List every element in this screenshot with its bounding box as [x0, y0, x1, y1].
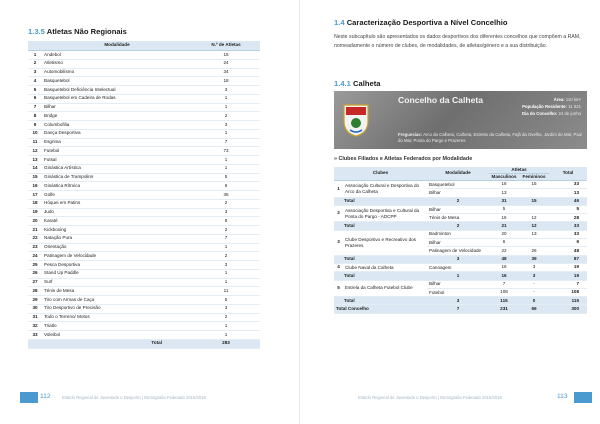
row-number: 23: [28, 243, 42, 252]
club-number: 4: [334, 263, 343, 271]
clubs-table: [334, 167, 587, 314]
area-stat: [554, 97, 581, 102]
row-count: 1: [192, 278, 260, 287]
header-femininos: Femininos: [519, 174, 549, 181]
group-total-clubs: 3: [427, 255, 489, 263]
table-row: [28, 121, 260, 130]
row-modality: Triatlo: [42, 322, 192, 331]
group-total-label: Total: [334, 272, 427, 280]
clubs-table-title: » Clubes Filiados e Atletas Federados por Modalidade: [334, 156, 473, 162]
row-modality: Basquetebol em Cadeira de Rodas: [42, 94, 192, 103]
clubs-table-body: [334, 181, 587, 305]
row-count: 2: [192, 226, 260, 235]
header-modality: Modalidade: [42, 41, 192, 51]
row-count: 1: [192, 243, 260, 252]
row-number: 22: [28, 234, 42, 243]
row-number: 15: [28, 173, 42, 182]
table-row: [28, 261, 260, 270]
row-modality: Tiro Desportivo de Precisão: [42, 304, 192, 313]
row-count: 18: [192, 77, 260, 86]
group-total-masc: 21: [489, 222, 519, 230]
table-row: [28, 138, 260, 147]
row-number: 20: [28, 217, 42, 226]
grand-total-masc: 231: [489, 305, 519, 313]
row-count: 2: [192, 112, 260, 121]
subsection-number: 1.4.1: [334, 79, 351, 88]
row-number: 30: [28, 304, 42, 313]
table-row: [28, 217, 260, 226]
table-row: [28, 287, 260, 296]
table-row: [334, 181, 587, 189]
row-modality: Hóquei em Patins: [42, 199, 192, 208]
masc-cell: 6: [489, 239, 519, 247]
group-total-value: 87: [549, 255, 587, 263]
athletes-table: [28, 41, 260, 349]
row-count: 15: [192, 51, 260, 60]
row-count: 2: [192, 252, 260, 261]
total-cell: 7: [549, 280, 587, 288]
grand-total-label: Total Concelho: [334, 305, 427, 313]
row-count: 7: [192, 234, 260, 243]
table-row: [28, 59, 260, 68]
fem-cell: -: [519, 288, 549, 296]
table-row: [334, 263, 587, 271]
club-name: Associação Desportiva e Cultural da Ponta do Pargo - ADCPP: [343, 205, 427, 222]
modality-cell: Ténis de Mesa: [427, 214, 489, 222]
table-row: [28, 147, 260, 156]
table-row: [28, 103, 260, 112]
row-modality: Ténis de Mesa: [42, 287, 192, 296]
row-number: 2: [28, 59, 42, 68]
header-modalidade: Modalidade: [427, 167, 489, 181]
row-number: 9: [28, 121, 42, 130]
fem-cell: -: [519, 280, 549, 288]
group-total-masc: 48: [489, 255, 519, 263]
page-number-box: [20, 392, 38, 403]
row-modality: Basquetebol Deficiência Intelectual: [42, 86, 192, 95]
table-row: [28, 112, 260, 121]
intro-paragraph: Neste subcapítulo são apresentados os dados desportivos dos diferentes concelhos que compõem a RAM, nomeadamente o número de clubes, de modalidades, de atletas/género e a sua distribuição.: [334, 34, 581, 49]
row-count: 1: [192, 129, 260, 138]
row-modality: Surf: [42, 278, 192, 287]
table-row: [28, 94, 260, 103]
page-number-right: 113: [557, 393, 568, 400]
section-number: 1.4: [334, 18, 345, 27]
freguesias-list: Arco da Calheta, Calheta, Estreito da Calheta, Fajã da Ovelha, Jardim do Mar, Paul do Mar, Ponta do Pargo e Prazeres: [398, 132, 583, 143]
table-row: [334, 205, 587, 213]
row-number: 17: [28, 191, 42, 200]
row-modality: Todo o Terreno/ Motos: [42, 313, 192, 322]
panel-title: Concelho da Calheta: [398, 95, 483, 105]
masc-cell: 13: [489, 189, 519, 197]
table-row: [28, 68, 260, 77]
fem-cell: 26: [519, 247, 549, 255]
group-total-fem: 12: [519, 222, 549, 230]
table-row: [28, 164, 260, 173]
table-row: [28, 77, 260, 86]
table-row: [28, 86, 260, 95]
row-modality: Ginástica Rítmica: [42, 182, 192, 191]
row-count: 6: [192, 182, 260, 191]
row-number: 29: [28, 296, 42, 305]
row-modality: Andebol: [42, 51, 192, 60]
group-total-clubs: 1: [427, 272, 489, 280]
row-count: 3: [192, 121, 260, 130]
group-total-value: 115: [549, 297, 587, 305]
club-name: Estrela da Calheta Futebol Clube: [343, 280, 427, 297]
table-row: [28, 199, 260, 208]
row-count: 2: [192, 199, 260, 208]
group-total-label: Total: [334, 222, 427, 230]
row-modality: Golfe: [42, 191, 192, 200]
table-row: [28, 156, 260, 165]
freguesias-label: Freguesias:: [398, 132, 423, 137]
total-cell: 48: [549, 247, 587, 255]
row-number: 3: [28, 68, 42, 77]
row-modality: Basquetebol: [42, 77, 192, 86]
population-label: População Residente:: [522, 104, 567, 109]
total-cell: 33: [549, 181, 587, 189]
table-row: [28, 226, 260, 235]
header-clubes: Clubes: [334, 167, 427, 181]
row-count: 1: [192, 103, 260, 112]
masc-cell: 20: [489, 230, 519, 238]
group-total-fem: 3: [519, 272, 549, 280]
header-total: Total: [549, 167, 587, 181]
row-modality: Esgrima: [42, 138, 192, 147]
table-row: [28, 269, 260, 278]
row-number: 14: [28, 164, 42, 173]
group-total-masc: 115: [489, 297, 519, 305]
fem-cell: [519, 189, 549, 197]
total-value: 283: [192, 339, 260, 348]
row-number: 21: [28, 226, 42, 235]
row-modality: Futsal: [42, 156, 192, 165]
row-count: 5: [192, 296, 260, 305]
footer-text: Estudo Regional de Juventude e Desporto | Demografia Federada 2015/2016: [62, 395, 206, 400]
row-number: 19: [28, 208, 42, 217]
header-atletas: Atletas: [489, 167, 549, 174]
club-name: Associação Cultural e Desportiva do Arco da Calheta: [343, 181, 427, 198]
population-value: 11 521: [568, 104, 581, 109]
row-count: 1: [192, 94, 260, 103]
row-count: 73: [192, 147, 260, 156]
table-row: [28, 296, 260, 305]
area-value: 110 km²: [565, 97, 581, 102]
table-row: [334, 230, 587, 238]
group-total-fem: 39: [519, 255, 549, 263]
table-row: [28, 278, 260, 287]
freguesias-text: [398, 132, 583, 144]
day-label: Dia do Concelho:: [521, 111, 558, 116]
row-modality: Stand Up Paddle: [42, 269, 192, 278]
modality-cell: Bilhar: [427, 189, 489, 197]
club-number: 3: [334, 230, 343, 255]
group-total-clubs: 3: [427, 297, 489, 305]
row-number: 6: [28, 94, 42, 103]
row-number: 25: [28, 261, 42, 270]
row-modality: Bridge: [42, 112, 192, 121]
row-modality: Atletismo: [42, 59, 192, 68]
table-row: [28, 304, 260, 313]
row-number: 5: [28, 86, 42, 95]
fem-cell: [519, 205, 549, 213]
row-modality: Kickboxing: [42, 226, 192, 235]
modality-cell: Bilhar: [427, 280, 489, 288]
modality-cell: Bilhar: [427, 205, 489, 213]
grand-total-clubs: 7: [427, 305, 489, 313]
modality-cell: Bilhar: [427, 239, 489, 247]
table-row: [28, 331, 260, 340]
row-count: 3: [192, 208, 260, 217]
club-number: 1: [334, 181, 343, 198]
table-row: [334, 280, 587, 288]
row-modality: Tiro com Armas de Caça: [42, 296, 192, 305]
modality-cell: Badminton: [427, 230, 489, 238]
row-number: 13: [28, 156, 42, 165]
row-count: 1: [192, 331, 260, 340]
total-spacer: [28, 339, 42, 348]
group-total-row: [334, 197, 587, 205]
row-number: 7: [28, 103, 42, 112]
group-total-row: [334, 222, 587, 230]
athletes-table-body: [28, 51, 260, 340]
club-name: Clube Desportivo e Recreativo dos Prazeres: [343, 230, 427, 255]
masc-cell: 22: [489, 247, 519, 255]
table-row: [28, 234, 260, 243]
row-number: 24: [28, 252, 42, 261]
group-total-fem: 15: [519, 197, 549, 205]
total-cell: 19: [549, 263, 587, 271]
grand-total-fem: 69: [519, 305, 549, 313]
group-total-row: [334, 255, 587, 263]
subsection-title-text: Calheta: [353, 79, 381, 88]
total-cell: 5: [549, 205, 587, 213]
grand-total-row: [334, 305, 587, 313]
footer-text-right: Estudo Regional de Juventude e Desporto | Demografia Federada 2015/2016: [358, 395, 502, 400]
row-count: 11: [192, 287, 260, 296]
table-row: [28, 313, 260, 322]
group-total-value: 19: [549, 272, 587, 280]
fem-cell: 13: [519, 230, 549, 238]
row-count: 5: [192, 173, 260, 182]
group-total-clubs: 2: [427, 197, 489, 205]
row-number: 10: [28, 129, 42, 138]
row-count: 1: [192, 269, 260, 278]
row-number: 27: [28, 278, 42, 287]
header-masculinos: Masculinos: [489, 174, 519, 181]
row-modality: Ginástica de Trampolins: [42, 173, 192, 182]
group-total-label: Total: [334, 297, 427, 305]
group-total-clubs: 2: [427, 222, 489, 230]
section-title-text: Caracterização Desportiva a Nível Concelhio: [346, 18, 508, 27]
crest-icon: [342, 103, 370, 137]
row-number: 8: [28, 112, 42, 121]
row-count: 1: [192, 156, 260, 165]
fem-cell: [519, 239, 549, 247]
group-total-masc: 16: [489, 272, 519, 280]
row-modality: Voleibol: [42, 331, 192, 340]
group-total-label: Total: [334, 255, 427, 263]
section-title-caracterizacao: [334, 18, 507, 27]
group-total-value: 33: [549, 222, 587, 230]
row-number: 32: [28, 322, 42, 331]
row-number: 18: [28, 199, 42, 208]
row-modality: Pesca Desportiva: [42, 261, 192, 270]
row-count: 3: [192, 304, 260, 313]
row-count: 1: [192, 322, 260, 331]
modality-cell: Patinagem de Velocidade: [427, 247, 489, 255]
row-modality: Karaté: [42, 217, 192, 226]
fem-cell: 15: [519, 181, 549, 189]
row-number: 12: [28, 147, 42, 156]
row-number: 33: [28, 331, 42, 340]
table-row: [28, 129, 260, 138]
masc-cell: 108: [489, 288, 519, 296]
modality-cell: Canoagem: [427, 263, 489, 271]
table-row: [28, 173, 260, 182]
concelho-info-panel: [334, 91, 587, 149]
row-number: 4: [28, 77, 42, 86]
group-total-row: [334, 272, 587, 280]
row-count: 34: [192, 68, 260, 77]
row-count: 3: [192, 86, 260, 95]
group-total-label: Total: [334, 197, 427, 205]
row-modality: Automobilismo: [42, 68, 192, 77]
masc-cell: 16: [489, 263, 519, 271]
group-total-row: [334, 297, 587, 305]
row-count: 24: [192, 59, 260, 68]
row-count: 35: [192, 191, 260, 200]
row-modality: Patinagem de Velocidade: [42, 252, 192, 261]
row-count: 2: [192, 313, 260, 322]
table-row: [28, 182, 260, 191]
club-number: 2: [334, 205, 343, 222]
day-stat: [522, 111, 581, 116]
fem-cell: 3: [519, 263, 549, 271]
subsection-title-calheta: [334, 79, 380, 88]
row-modality: Judo: [42, 208, 192, 217]
header-empty: [28, 41, 42, 51]
modality-cell: Futebol: [427, 288, 489, 296]
masc-cell: 18: [489, 181, 519, 189]
table-row: [28, 208, 260, 217]
modality-cell: Basquetebol: [427, 181, 489, 189]
total-cell: 6: [549, 239, 587, 247]
row-modality: Bilhar: [42, 103, 192, 112]
row-number: 16: [28, 182, 42, 191]
table-row: [28, 191, 260, 200]
row-count: 7: [192, 138, 260, 147]
total-cell: 13: [549, 189, 587, 197]
area-label: Área:: [553, 97, 565, 102]
group-total-masc: 31: [489, 197, 519, 205]
row-count: 3: [192, 261, 260, 270]
header-count: N.º de Atletas: [192, 41, 260, 51]
population-stat: [522, 104, 581, 109]
table-row: [28, 252, 260, 261]
row-count: 1: [192, 164, 260, 173]
clubs-header-row-1: [334, 167, 587, 174]
total-label: Total: [42, 339, 192, 348]
grand-total-value: 300: [549, 305, 587, 313]
fem-cell: 12: [519, 214, 549, 222]
day-value: 24 de junho: [558, 111, 581, 116]
row-number: 31: [28, 313, 42, 322]
row-modality: Futebol: [42, 147, 192, 156]
group-total-fem: 0: [519, 297, 549, 305]
club-name: Clube Naval da Calheta: [343, 263, 427, 271]
row-number: 26: [28, 269, 42, 278]
masc-cell: 16: [489, 214, 519, 222]
masc-cell: 5: [489, 205, 519, 213]
total-cell: 108: [549, 288, 587, 296]
table-row: [28, 51, 260, 60]
table-header-row: [28, 41, 260, 51]
row-number: 1: [28, 51, 42, 60]
club-number: 5: [334, 280, 343, 297]
row-number: 11: [28, 138, 42, 147]
total-cell: 28: [549, 214, 587, 222]
total-cell: 33: [549, 230, 587, 238]
table-row: [28, 322, 260, 331]
section-number: 1.3.5: [28, 27, 45, 36]
masc-cell: 7: [489, 280, 519, 288]
row-number: 28: [28, 287, 42, 296]
row-count: 8: [192, 217, 260, 226]
group-total-value: 46: [549, 197, 587, 205]
section-title-text: Atletas Não Regionais: [46, 27, 127, 36]
row-modality: Columbofilia: [42, 121, 192, 130]
row-modality: Dança Desportiva: [42, 129, 192, 138]
table-row: [28, 243, 260, 252]
page-number: 112: [40, 393, 51, 400]
row-modality: Orientação: [42, 243, 192, 252]
page-number-box-right: [574, 392, 592, 403]
row-modality: Natação Pura: [42, 234, 192, 243]
table-total-row: [28, 339, 260, 348]
row-modality: Ginástica Artística: [42, 164, 192, 173]
section-title-atletas: [28, 27, 127, 36]
